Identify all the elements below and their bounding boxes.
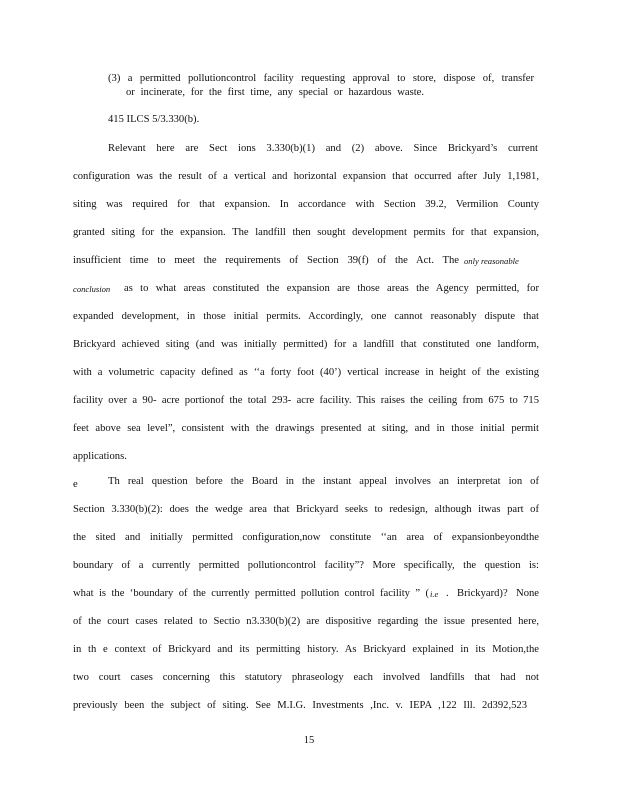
text-line-9: with a volumetric capacity defined as ‘‘a forty foot (40’) vertical increase in height of the existing [73,367,539,378]
text-line-17-end: . Brickyard)? None [446,588,539,599]
text-line-11: feet above sea level”, consistent with the drawings presented at siting, and in those initial permit [73,423,539,434]
text-line-17-italic: i.e [430,589,439,599]
text-line-5-italic: only reasonable [464,256,519,266]
page-number: 15 [303,735,315,746]
text-line-13: Th real question before the Board in the instant appeal involves an interpretat ion of [108,476,539,487]
text-line-item-3-cont: or incinerate, for the first time, any special or hazardous waste. [126,87,424,98]
text-line-20: two court cases concerning this statutory phraseology each involved landfills that had not [73,672,539,683]
text-line-5: insufficient time to meet the requirements of Section 39(f) of the Act. The [73,255,459,266]
text-line-3: siting was required for that expansion. In accordance with Section 39.2, Vermilion County [73,199,539,210]
text-line-1: Relevant here are Sect ions 3.330(b)(1) and (2) above. Since Brickyard’s current [108,143,538,154]
text-line-12: applications. [73,451,127,462]
text-line-16: boundary of a currently permitted pollutioncontrol facility”? More specifically, the question is: [73,560,539,571]
text-line-item-3: (3) a permitted pollutioncontrol facility requesting approval to store, dispose of, transfer [108,73,534,84]
text-line-15: the sited and initially permitted configuration,now constitute ‘‘an area of expansionbeyondthe [73,532,539,543]
text-line-citation: 415 ILCS 5/3.330(b). [108,114,200,125]
text-line-10: facility over a 90- acre portionof the total 293- acre facility. This raises the ceiling from 675 to 715 [73,395,539,406]
text-line-4: granted siting for the expansion. The landfill then sought development permits for that expansion, [73,227,539,238]
text-line-2: configuration was the result of a vertical and horizontal expansion that occurred after July 1,1981, [73,171,539,182]
text-line-6-italic: conclusion [73,284,111,294]
text-line-21: previously been the subject of siting. See M.I.G. Investments ,Inc. v. IEPA ,122 Ill. 2d392,523 [73,700,527,711]
text-line-19: in th e context of Brickyard and its permitting history. As Brickyard explained in its Motion,the [73,644,539,655]
text-line-13-prefix: e [73,479,78,490]
text-line-7: expanded development, in those initial permits. Accordingly, one cannot reasonably dispute that [73,311,539,322]
text-line-8: Brickyard achieved siting (and was initially permitted) for a landfill that constituted one landform, [73,339,539,350]
text-line-17: what is the ‘boundary of the currently permitted pollution control facility ” ( [73,588,429,599]
text-line-14: Section 3.330(b)(2): does the wedge area that Brickyard seeks to redesign, although itwas part of [73,504,539,515]
text-line-6: as to what areas constituted the expansion are those areas the Agency permitted, for [124,283,539,294]
text-line-18: of the court cases related to Sectio n3.330(b)(2) are dispositive regarding the issue presented here, [73,616,539,627]
